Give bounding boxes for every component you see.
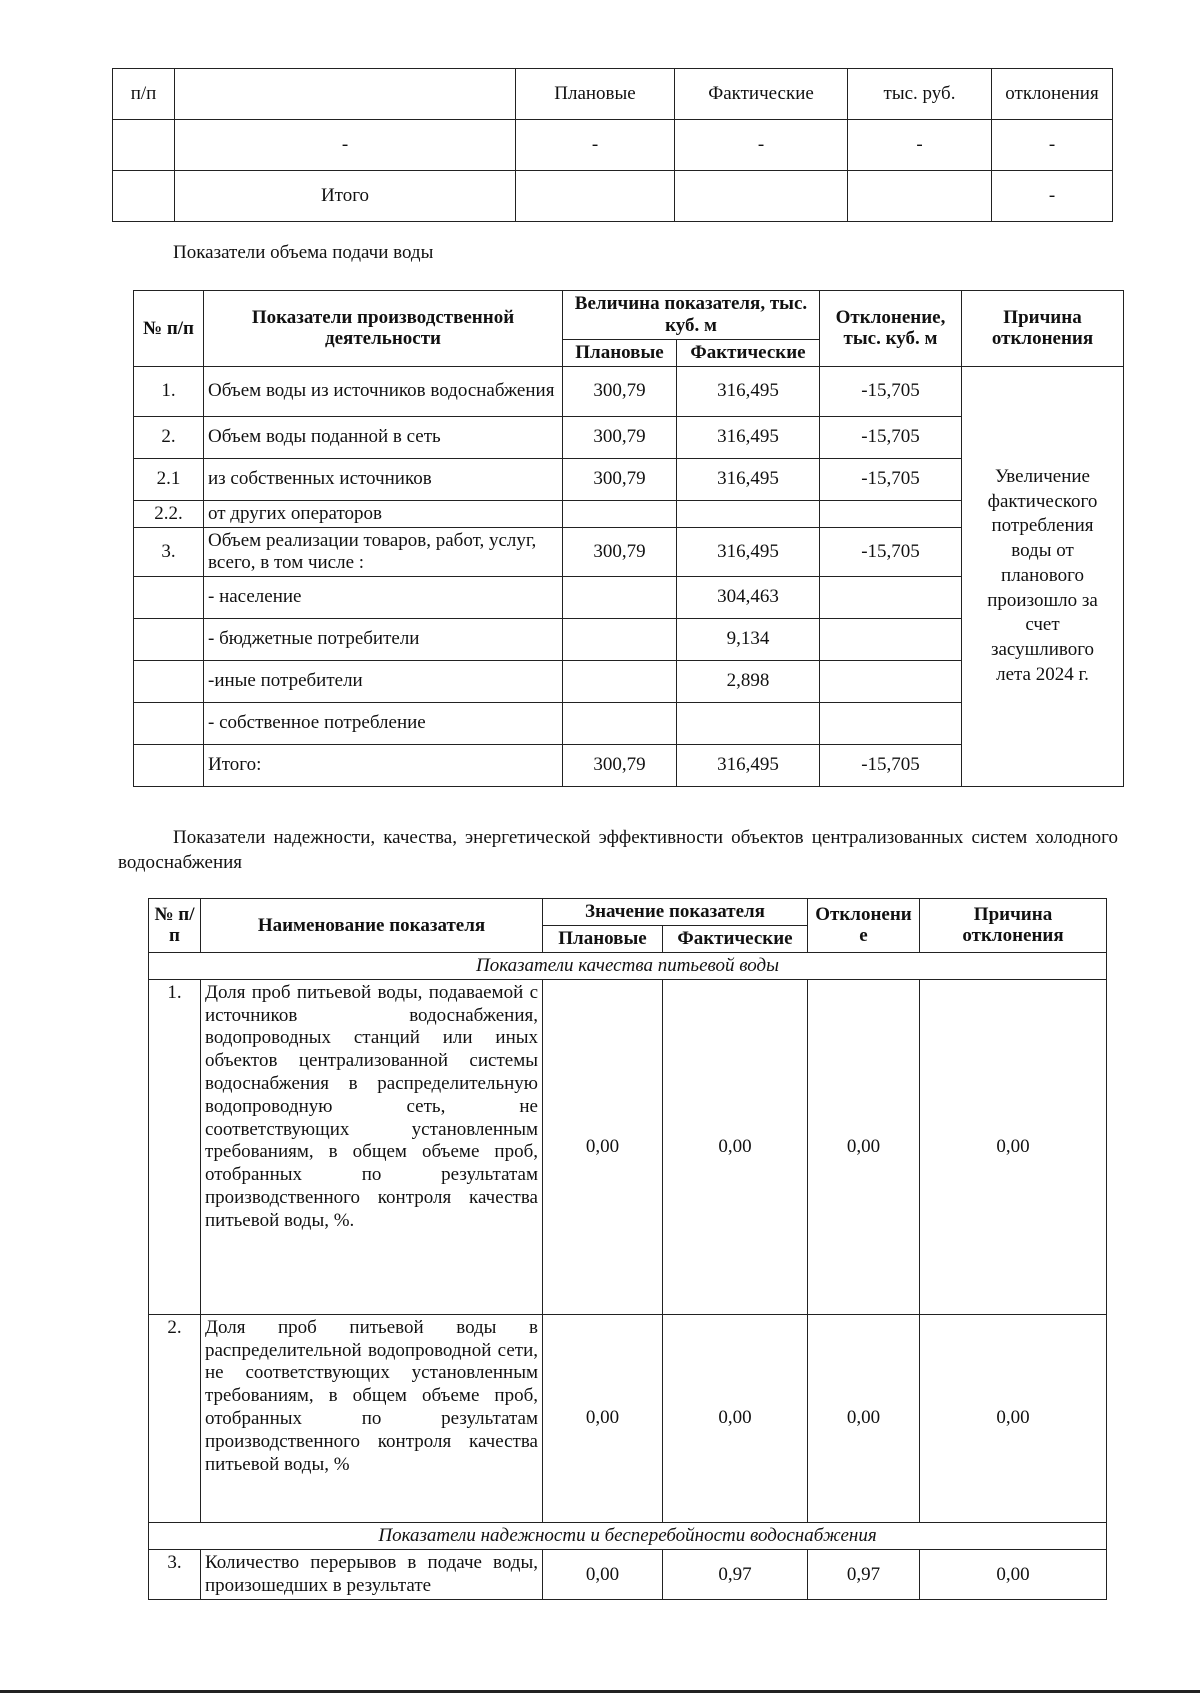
table-cell: - <box>992 120 1113 171</box>
group-row <box>149 952 1107 979</box>
group-title-quality: Показатели качества питьевой воды <box>149 952 1107 979</box>
row-deviation: -15,705 <box>820 416 962 458</box>
row-reason: 0,00 <box>920 1314 1107 1522</box>
row-plan: 0,00 <box>543 979 663 1314</box>
row-fact: 9,134 <box>677 618 820 660</box>
row-fact: 0,00 <box>663 1314 808 1522</box>
row-fact: 0,00 <box>663 979 808 1314</box>
header-cell <box>175 69 516 120</box>
row-fact: 316,495 <box>677 416 820 458</box>
table-row <box>113 120 1113 171</box>
row-deviation: 0,00 <box>808 1314 920 1522</box>
table-cell: - <box>675 120 848 171</box>
header-plan: Плановые <box>563 340 677 367</box>
row-name: Доля проб питьевой воды, подаваемой с источников водоснабжения, водопроводных станций или иных объектов централизованной системы водоснабжения в распределительную водопроводную сеть, не соответствующих установленным требованиям, в общем объеме проб, отобранных по результатам производственного контроля качества питьевой воды, %. <box>201 979 543 1314</box>
row-name: из собственных источников <box>204 458 563 500</box>
row-plan <box>563 618 677 660</box>
financial-table <box>112 68 1113 222</box>
row-num <box>134 576 204 618</box>
header-cell: Фактические <box>675 69 848 120</box>
row-deviation: -15,705 <box>820 527 962 576</box>
row-deviation <box>820 576 962 618</box>
row-reason: 0,00 <box>920 1549 1107 1600</box>
table-cell: - <box>175 120 516 171</box>
row-name: Количество перерывов в подаче воды, произошедших в результате <box>201 1549 543 1600</box>
deviation-reason: Увеличение фактического потребления воды от планового произошло за счет засушливого лета 2024 г. <box>962 366 1124 786</box>
header-reason: Причина отклонения <box>962 291 1124 367</box>
header-deviation: Отклонение, тыс. куб. м <box>820 291 962 367</box>
row-num: 1. <box>149 979 201 1314</box>
row-fact: 316,495 <box>677 458 820 500</box>
page-bottom-rule <box>0 1690 1200 1693</box>
section-title-water-supply: Показатели объема подачи воды <box>173 242 434 263</box>
row-name: Объем воды из источников водоснабжения <box>204 366 563 416</box>
row-plan: 300,79 <box>563 416 677 458</box>
row-plan <box>563 576 677 618</box>
row-num <box>134 744 204 786</box>
row-name: Объем воды поданной в сеть <box>204 416 563 458</box>
row-plan: 300,79 <box>563 458 677 500</box>
row-num: 3. <box>149 1549 201 1600</box>
water-supply-table <box>133 290 1124 787</box>
row-plan: 0,00 <box>543 1549 663 1600</box>
row-plan <box>563 500 677 527</box>
row-deviation: -15,705 <box>820 744 962 786</box>
group-title-reliability: Показатели надежности и бесперебойности водоснабжения <box>149 1522 1107 1549</box>
row-deviation: 0,97 <box>808 1549 920 1600</box>
header-plan: Плановые <box>543 926 663 953</box>
row-fact <box>677 500 820 527</box>
header-cell: отклонения <box>992 69 1113 120</box>
row-num: 3. <box>134 527 204 576</box>
header-fact: Фактические <box>677 340 820 367</box>
table-row <box>134 366 1124 416</box>
row-deviation <box>820 618 962 660</box>
table-cell: - <box>848 120 992 171</box>
header-num: № п/п <box>134 291 204 367</box>
table-cell <box>848 171 992 222</box>
header-name: Показатели производственной деятельности <box>204 291 563 367</box>
row-plan: 300,79 <box>563 366 677 416</box>
row-num: 1. <box>134 366 204 416</box>
row-deviation: 0,00 <box>808 979 920 1314</box>
total-label: Итого <box>175 171 516 222</box>
group-row <box>149 1522 1107 1549</box>
table-cell <box>675 171 848 222</box>
row-deviation <box>820 500 962 527</box>
row-num: 2.1 <box>134 458 204 500</box>
section-title-reliability: Показатели надежности, качества, энергетической эффективности объектов централизованных систем холодного водоснабжения <box>118 827 1118 873</box>
row-name: от других операторов <box>204 500 563 527</box>
row-fact: 316,495 <box>677 744 820 786</box>
row-name: - собственное потребление <box>204 702 563 744</box>
table-cell <box>113 171 175 222</box>
table-row <box>149 1549 1107 1600</box>
row-fact <box>677 702 820 744</box>
row-plan: 300,79 <box>563 527 677 576</box>
row-name: Доля проб питьевой воды в распределительной водопроводной сети, не соответствующих установленным требованиям, в общем объеме проб, отобранных по результатам производственного контроля качества питьевой воды, % <box>201 1314 543 1522</box>
header-deviation: Отклонение <box>808 899 920 953</box>
row-name: Итого: <box>204 744 563 786</box>
row-fact: 2,898 <box>677 660 820 702</box>
header-fact: Фактические <box>663 926 808 953</box>
row-deviation <box>820 660 962 702</box>
table-header-row <box>149 899 1107 926</box>
row-num: 2.2. <box>134 500 204 527</box>
header-cell: тыс. руб. <box>848 69 992 120</box>
row-plan <box>563 660 677 702</box>
header-value: Значение показателя <box>543 899 808 926</box>
row-deviation <box>820 702 962 744</box>
table-cell: - <box>992 171 1113 222</box>
row-name: Объем реализации товаров, работ, услуг, всего, в том числе : <box>204 527 563 576</box>
table-row <box>149 979 1107 1314</box>
header-cell: п/п <box>113 69 175 120</box>
row-fact: 304,463 <box>677 576 820 618</box>
row-fact: 0,97 <box>663 1549 808 1600</box>
row-num <box>134 702 204 744</box>
row-plan <box>563 702 677 744</box>
row-num: 2. <box>134 416 204 458</box>
table-cell <box>516 171 675 222</box>
row-plan: 300,79 <box>563 744 677 786</box>
table-header-row <box>134 291 1124 340</box>
row-plan: 0,00 <box>543 1314 663 1522</box>
header-reason: Причина отклонения <box>920 899 1107 953</box>
row-deviation: -15,705 <box>820 366 962 416</box>
header-num: № п/п <box>149 899 201 953</box>
row-num: 2. <box>149 1314 201 1522</box>
row-name: - население <box>204 576 563 618</box>
quality-indicators-table <box>148 898 1107 1600</box>
header-value: Величина показателя, тыс. куб. м <box>563 291 820 340</box>
table-cell <box>113 120 175 171</box>
header-cell: Плановые <box>516 69 675 120</box>
row-deviation: -15,705 <box>820 458 962 500</box>
row-name: - бюджетные потребители <box>204 618 563 660</box>
header-name: Наименование показателя <box>201 899 543 953</box>
table-row <box>149 1314 1107 1522</box>
row-reason: 0,00 <box>920 979 1107 1314</box>
row-num <box>134 660 204 702</box>
row-fact: 316,495 <box>677 527 820 576</box>
row-fact: 316,495 <box>677 366 820 416</box>
row-name: -иные потребители <box>204 660 563 702</box>
row-num <box>134 618 204 660</box>
table-header-row <box>113 69 1113 120</box>
table-row <box>113 171 1113 222</box>
table-cell: - <box>516 120 675 171</box>
